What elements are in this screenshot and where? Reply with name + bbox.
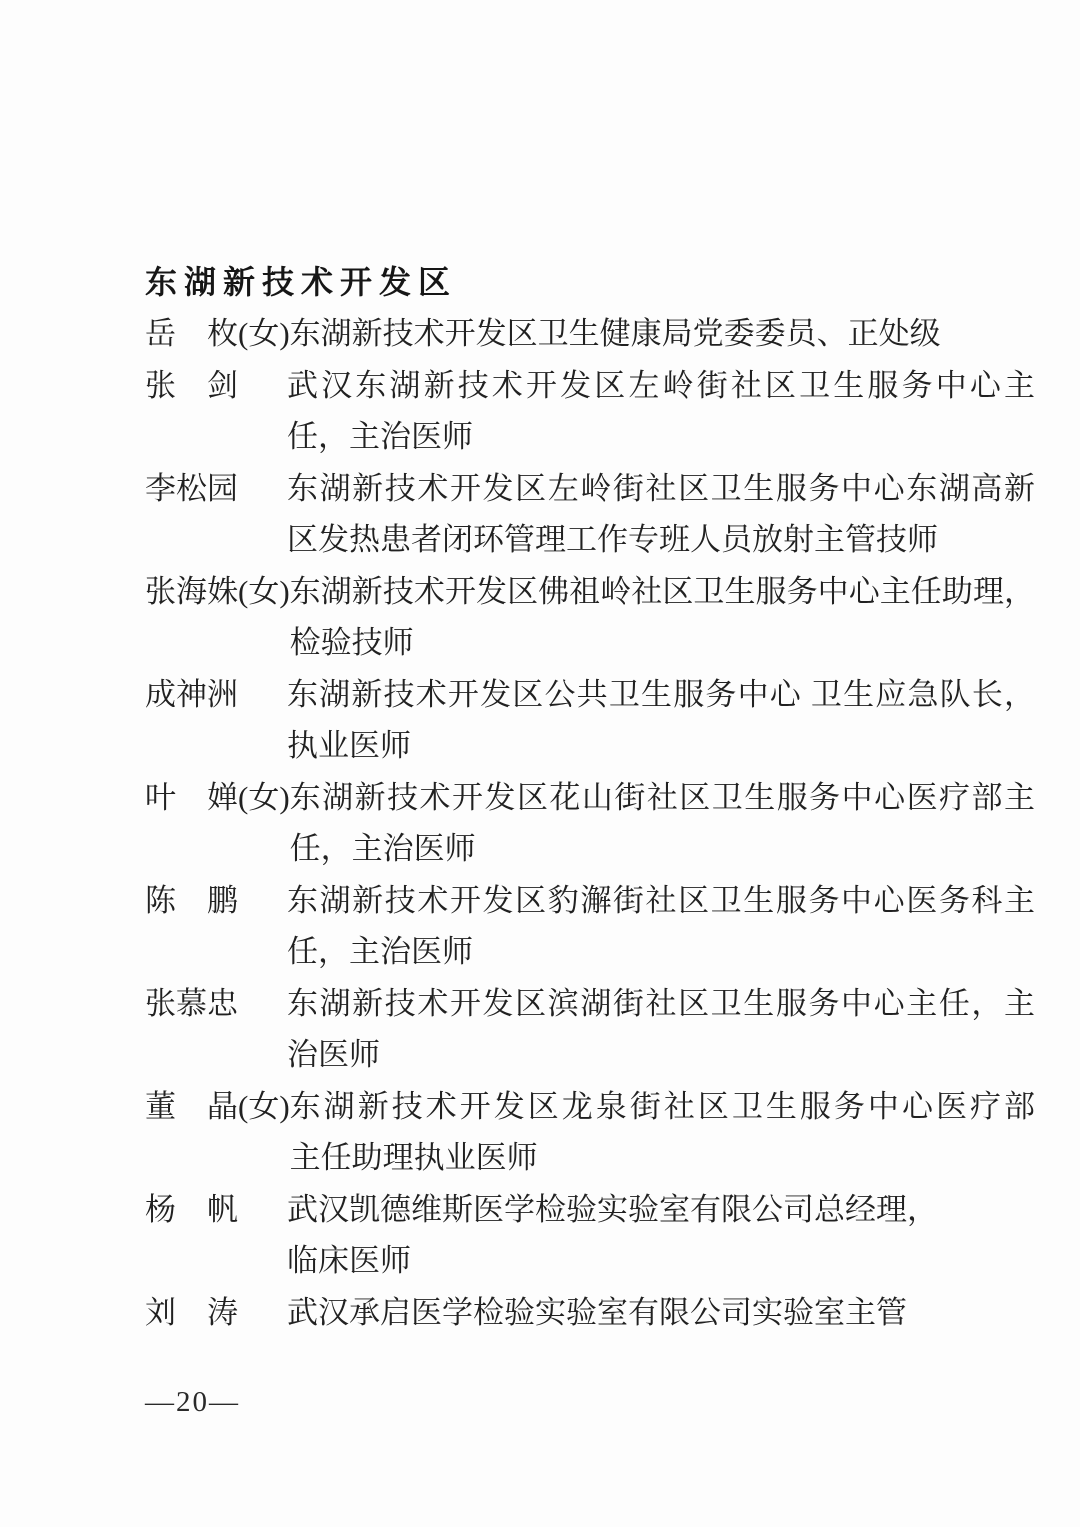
entries-list <box>145 308 1035 1338</box>
person-name: 陈 鹏 <box>145 882 238 918</box>
person-title <box>287 1287 1035 1339</box>
person-name-cell <box>145 566 290 618</box>
title-line: 检验技师 <box>289 625 414 660</box>
title-line: 东湖新技术开发区豹澥街社区卫生服务中心医务科主 <box>287 882 1035 918</box>
section-heading: 东湖新技术开发区 <box>145 264 458 300</box>
person-name-cell <box>145 308 290 360</box>
person-name-cell <box>145 978 287 1030</box>
gender-label: (女) <box>238 1088 290 1124</box>
page-number: —20— <box>145 1386 240 1418</box>
award-list-section <box>145 256 1035 1422</box>
title-line: 东湖新技术开发区佛祖岭社区卫生服务中心主任助理， <box>289 573 1035 609</box>
person-title <box>287 978 1035 1081</box>
person-name-cell <box>145 875 287 927</box>
title-line: 武汉凯德维斯医学检验实验室有限公司总经理， <box>287 1191 938 1227</box>
list-item <box>145 875 1035 978</box>
person-title <box>287 669 1035 772</box>
list-item <box>145 978 1035 1081</box>
person-title <box>287 463 1035 566</box>
gender-label: (女) <box>238 573 290 609</box>
title-line: 任，主治医师 <box>287 934 473 969</box>
title-line: 武汉承启医学检验实验室有限公司实验室主管 <box>287 1294 907 1330</box>
person-title <box>290 772 1035 875</box>
list-item <box>145 360 1035 463</box>
title-line: 任，主治医师 <box>287 419 473 454</box>
person-title <box>290 566 1035 669</box>
title-line: 临床医师 <box>287 1243 411 1278</box>
gender-label: (女) <box>238 316 290 351</box>
person-title <box>290 308 1035 360</box>
person-title <box>287 875 1035 978</box>
list-item <box>145 1184 1035 1287</box>
gender-label: (女) <box>238 779 290 815</box>
title-line: 任，主治医师 <box>289 831 476 866</box>
person-name-cell <box>145 1287 287 1339</box>
person-name: 李松园 <box>145 470 238 506</box>
list-item <box>145 566 1035 669</box>
title-line: 武汉东湖新技术开发区左岭街社区卫生服务中心主 <box>287 367 1035 403</box>
person-name-cell <box>145 669 287 721</box>
person-name-cell <box>145 463 287 515</box>
title-line: 东湖新技术开发区滨湖街社区卫生服务中心主任，主 <box>287 985 1035 1021</box>
title-line: 东湖新技术开发区花山街社区卫生服务中心医疗部主 <box>289 779 1035 815</box>
person-name: 张海姝 <box>145 573 238 609</box>
list-item <box>145 308 1035 360</box>
person-name-cell <box>145 772 290 824</box>
person-title <box>290 1081 1035 1184</box>
title-line: 东湖新技术开发区公共卫生服务中心 卫生应急队长， <box>287 676 1035 712</box>
person-name: 杨 帆 <box>145 1191 238 1227</box>
list-item <box>145 772 1035 875</box>
person-title <box>287 1184 1035 1287</box>
person-name: 刘 涛 <box>145 1294 238 1330</box>
person-name: 张 剑 <box>145 367 238 403</box>
title-line: 东湖新技术开发区卫生健康局党委委员、正处级 <box>289 316 941 351</box>
list-item <box>145 1081 1035 1184</box>
person-name-cell <box>145 1081 290 1133</box>
list-item <box>145 463 1035 566</box>
title-line: 执业医师 <box>287 728 411 763</box>
title-line: 区发热患者闭环管理工作专班人员放射主管技师 <box>287 522 938 557</box>
list-item <box>145 669 1035 772</box>
title-line: 东湖新技术开发区龙泉街社区卫生服务中心医疗部 <box>289 1088 1035 1124</box>
person-name-cell <box>145 1184 287 1236</box>
person-title <box>287 360 1035 463</box>
person-name: 成神洲 <box>145 676 238 712</box>
person-name: 董 晶 <box>145 1088 238 1124</box>
person-name: 叶 婵 <box>145 779 238 815</box>
person-name-cell <box>145 360 287 412</box>
person-name: 张慕忠 <box>145 985 238 1021</box>
title-line: 治医师 <box>287 1037 380 1072</box>
title-line: 东湖新技术开发区左岭街社区卫生服务中心东湖高新 <box>287 470 1035 506</box>
title-line: 主任助理执业医师 <box>289 1140 538 1175</box>
list-item <box>145 1287 1035 1339</box>
person-name: 岳 枚 <box>145 316 238 351</box>
